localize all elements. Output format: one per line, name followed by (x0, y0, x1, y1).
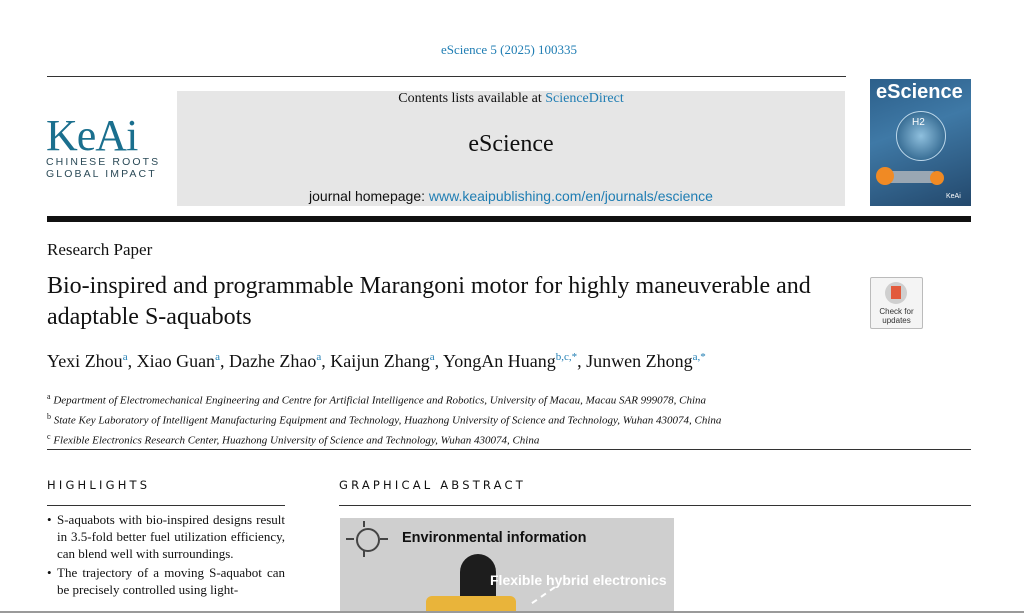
affiliation-key: c (47, 432, 51, 442)
sun-ray (380, 538, 388, 540)
logo-wordmark: KeAi (46, 111, 138, 160)
author-affiliation-marker[interactable]: a (215, 351, 220, 363)
affiliation-key: b (47, 412, 51, 422)
author-name[interactable]: Junwen Zhong (586, 351, 693, 371)
cover-wheel-icon (930, 171, 944, 185)
sun-ray (363, 551, 365, 557)
highlight-item (47, 511, 285, 562)
article-title: Bio-inspired and programmable Marangoni motor for highly maneuverable and adaptable S-aquabots (47, 273, 811, 330)
highlights-heading: HIGHLIGHTS (47, 478, 151, 492)
graphical-abstract-image[interactable] (340, 518, 674, 613)
fhe-label: Flexible hybrid electronics (490, 572, 667, 588)
cover-label: H2 (912, 117, 925, 128)
contents-line (177, 91, 845, 107)
journal-banner (177, 91, 845, 206)
homepage-line (177, 188, 845, 204)
section-divider (47, 449, 971, 450)
highlight-item (47, 564, 285, 598)
sun-icon (356, 528, 380, 552)
highlight-text: S-aquabots with bio-inspired designs result in 3.5-fold better fuel utilization efficiency, can blend well with surroundings. (57, 512, 285, 561)
bullet-icon: • (47, 565, 52, 580)
article-type: Research Paper (47, 240, 153, 259)
bullet-icon: • (47, 512, 52, 527)
affiliation-text: Flexible Electronics Research Center, Huazhong University of Science and Technology, Wuhan 430074, China (53, 434, 540, 447)
cover-publisher: KeAi (946, 193, 961, 200)
author-affiliation-marker[interactable]: a,* (692, 351, 706, 363)
affiliation-text: Department of Electromechanical Engineering and Centre for Artificial Intelligence and Robotics, University of Macau, Macau SAR 999078, China (53, 394, 707, 407)
bookmark-icon (891, 286, 901, 299)
affiliation-item (47, 389, 721, 409)
author-list: Yexi Zhou$^a$, Xiao Guan$^a$, Dazhe Zhao$^a$, Kaijun Zhang$^a$, YongAn Huang$^{b,c,*}$, Junwen Zhong$^{a,*}$ (47, 351, 706, 371)
highlight-text: The trajectory of a moving S-aquabot can be precisely controlled using light- (57, 565, 285, 597)
cover-wheel-icon (876, 167, 894, 185)
contents-prefix: Contents lists available at (398, 91, 546, 106)
author-name[interactable]: Yexi Zhou (47, 351, 123, 371)
keai-logo[interactable] (46, 111, 166, 180)
affiliation-key: a (47, 392, 51, 401)
sun-ray (346, 538, 354, 540)
cover-title: eScience (876, 81, 963, 103)
check-for-updates-button[interactable] (870, 277, 923, 329)
logo-tagline-1: CHINESE ROOTS (46, 156, 161, 168)
author-affiliation-marker[interactable]: a (316, 351, 322, 363)
affiliation-item (47, 429, 721, 449)
sciencedirect-link[interactable]: ScienceDirect (545, 91, 624, 106)
affiliation-item (47, 409, 721, 429)
affiliation-text: State Key Laboratory of Intelligent Manufacturing Equipment and Technology, Huazhong University of Science and Technology, Wuhan 430074, China (53, 414, 722, 427)
author-name[interactable]: YongAn Huang (443, 351, 556, 371)
author-affiliation-marker[interactable]: a (429, 351, 435, 363)
author-name[interactable]: Xiao Guan (136, 351, 216, 371)
homepage-prefix: journal homepage: (309, 188, 429, 204)
logo-tagline-2: GLOBAL IMPACT (46, 168, 157, 180)
header-thick-rule (47, 216, 971, 222)
homepage-link[interactable]: www.keaipublishing.com/en/journals/escience (428, 188, 713, 204)
journal-name: eScience (468, 131, 554, 157)
author-affiliation-marker[interactable]: a (122, 351, 128, 363)
journal-cover-image[interactable] (870, 79, 971, 206)
dashed-arrow-icon (531, 586, 556, 605)
highlights-rule (47, 505, 285, 506)
highlights-list (47, 511, 285, 600)
journal-citation[interactable]: eScience 5 (2025) 100335 (440, 42, 578, 57)
graphical-abstract-heading: GRAPHICAL ABSTRACT (339, 478, 526, 492)
sun-ray (363, 521, 365, 527)
check-updates-label: Check for updates (879, 307, 914, 325)
author-affiliation-marker[interactable]: b,c,* (555, 351, 578, 363)
affiliation-list (47, 389, 721, 449)
author-name[interactable]: Dazhe Zhao (228, 351, 317, 371)
environmental-info-label: Environmental information (402, 530, 587, 546)
graphical-abstract-rule (339, 505, 971, 506)
header-divider (47, 76, 846, 77)
author-name[interactable]: Kaijun Zhang (330, 351, 430, 371)
